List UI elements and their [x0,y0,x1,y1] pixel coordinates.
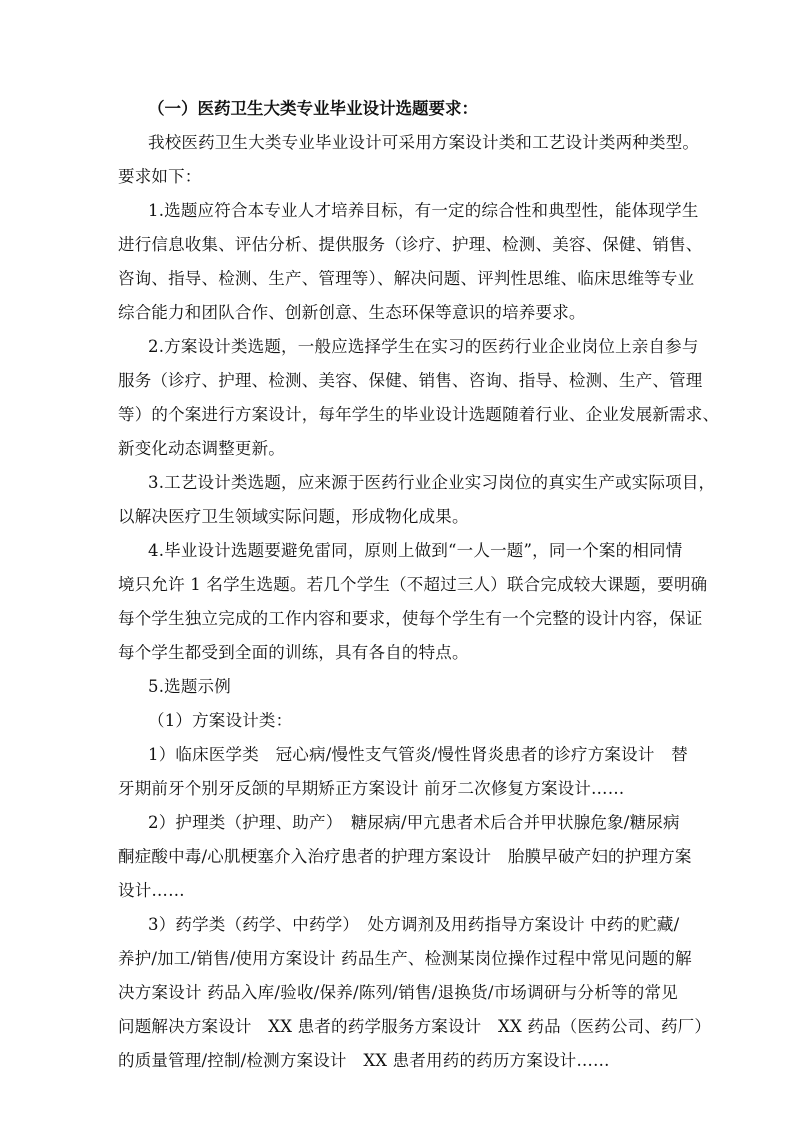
text-line: 新变化动态调整更新。 [118,439,285,458]
text-line: 决方案设计 药品入库/验收/保养/陈列/销售/退换货/市场调研与分析等的常见 [118,983,678,1002]
paragraph-item-4 [118,534,708,670]
text-line: 境只允许 1 名学生选题。若几个学生（不超过三人）联合完成较大课题，要明确 [118,575,708,594]
text-line: 设计…… [118,881,185,900]
text-line: 每个学生都受到全面的训练，具有各自的特点。 [118,643,469,662]
example-nursing [118,806,692,908]
text-line: （1）方案设计类： [148,711,293,730]
text-line: 问题解决方案设计 XX 患者的药学服务方案设计 XX 药品（医药公司、药厂） [118,1017,712,1036]
text-line: 5.选题示例 [148,677,231,696]
text-line: 以解决医疗卫生领域实际问题，形成物化成果。 [118,507,469,526]
example-clinical-medicine [118,738,688,806]
text-line: 1）临床医学类 冠心病/慢性支气管炎/慢性肾炎患者的诊疗方案设计 替 [148,745,688,764]
text-line: 2）护理类（护理、助产） 糖尿病/甲亢患者术后合并甲状腺危象/糖尿病 [148,813,680,832]
text-line: 每个学生独立完成的工作内容和要求，使每个学生有一个完整的设计内容，保证 [118,609,703,628]
section-heading: （一）医药卫生大类专业毕业设计选题要求： [148,99,478,118]
example-pharmacy [118,908,712,1078]
text-line: 1.选题应符合本专业人才培养目标，有一定的综合性和典型性，能体现学生 [148,201,699,220]
text-line: 养护/加工/销售/使用方案设计 药品生产、检测某岗位操作过程中常见问题的解 [118,949,692,968]
text-line: 牙期前牙个别牙反颌的早期矫正方案设计 前牙二次修复方案设计…… [118,779,625,798]
text-line: 3.工艺设计类选题，应来源于医药行业企业实习岗位的真实生产或实际项目， [148,473,716,492]
text-line: 4.毕业设计选题要避免雷同，原则上做到“一人一题”，同一个案的相同情 [148,541,683,560]
text-line: 咨询、指导、检测、生产、管理等）、解决问题、评判性思维、临床思维等专业 [118,269,695,288]
text-line: 进行信息收集、评估分析、提供服务（诊疗、护理、检测、美容、保健、销售、 [118,235,703,254]
text-line: 等）的个案进行方案设计，每年学生的毕业设计选题随着行业、企业发展新需求、 [118,405,720,424]
paragraph-item-5 [118,670,678,704]
paragraph-item-2 [118,330,720,466]
paragraph-intro [118,126,700,194]
text-line: 3）药学类（药学、中药学） 处方调剂及用药指导方案设计 中药的贮藏/ [148,915,680,934]
text-line: 的质量管理/控制/检测方案设计 XX 患者用药的药历方案设计…… [118,1051,610,1070]
text-line: 酮症酸中毒/心肌梗塞介入治疗患者的护理方案设计 胎膜早破产妇的护理方案 [118,847,692,866]
text-line: 综合能力和团队合作、创新创意、生态环保等意识的培养要求。 [118,303,586,322]
paragraph-item-1 [118,194,703,330]
document-content [118,92,720,1078]
text-line: 2.方案设计类选题，一般应选择学生在实习的医药行业企业岗位上亲自参与 [148,337,699,356]
text-line: 我校医药卫生大类专业毕业设计可采用方案设计类和工艺设计类两种类型。 [148,133,700,152]
subheading-plan-design [118,704,678,738]
text-line: 服务（诊疗、护理、检测、美容、保健、销售、咨询、指导、检测、生产、管理 [118,371,703,390]
text-line: 要求如下： [118,167,202,186]
paragraph-item-3 [118,466,716,534]
